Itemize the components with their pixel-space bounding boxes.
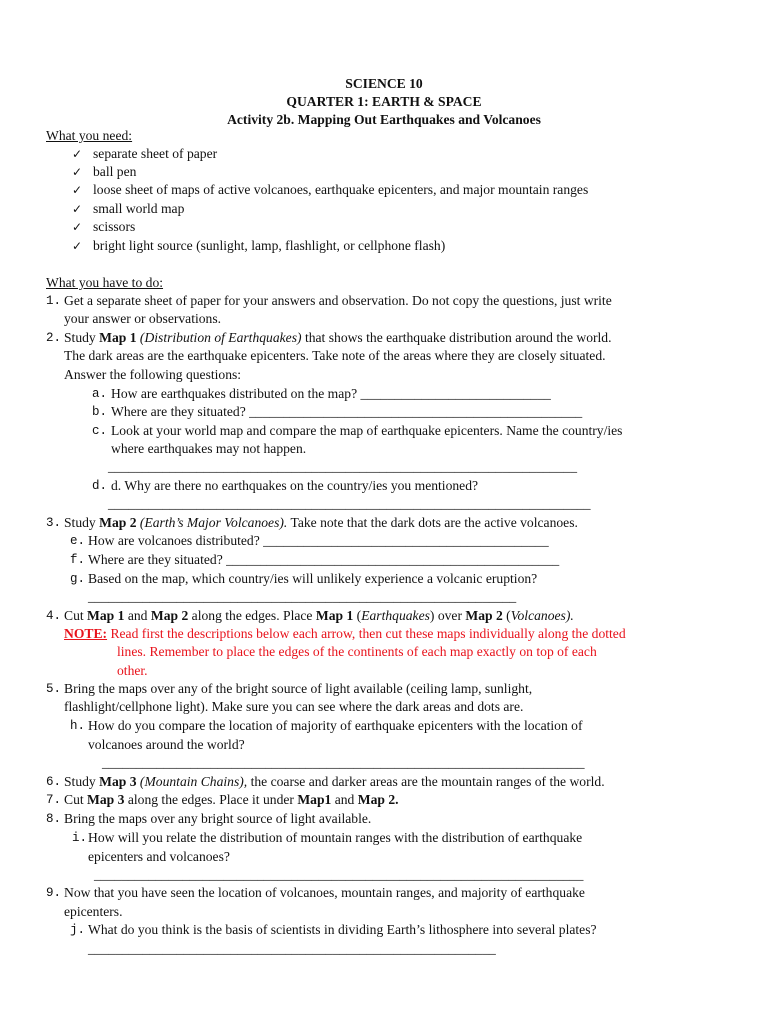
need-item-text: small world map: [93, 201, 185, 216]
need-item-text: loose sheet of maps of active volcanoes, earthquake epicenters, and major mountain ranges: [93, 182, 589, 197]
question-letter: c.: [92, 424, 108, 438]
step-number: 4.: [46, 609, 62, 623]
question-i: How will you relate the distribution of mountain ranges with the distribution of earthquake: [88, 830, 583, 845]
step-1-continuation: your answer or observations.: [64, 311, 222, 326]
checkmark-icon: ✓: [72, 202, 83, 216]
quarter-title: QUARTER 1: EARTH & SPACE: [286, 94, 482, 109]
checkmark-icon: ✓: [72, 183, 83, 197]
question-letter: j.: [70, 923, 86, 937]
step-number: 5.: [46, 682, 62, 696]
step-number: 3.: [46, 516, 62, 530]
step-5-text: Bring the maps over any of the bright source of light available (ceiling lamp, sunlight,: [64, 681, 533, 696]
answer-line: _______________________________________________________________: [88, 589, 517, 604]
step-8-text: Bring the maps over any bright source of light available.: [64, 811, 372, 826]
question-g: Based on the map, which country/ies will unlikely experience a volcanic eruption?: [88, 571, 538, 586]
question-e: How are volcanoes distributed? __________________________________________: [88, 533, 549, 548]
question-f: Where are they situated? _________________________________________________: [88, 552, 560, 567]
step-number: 1.: [46, 294, 62, 308]
todo-heading: What you have to do:: [46, 275, 164, 290]
answer-line: _______________________________________________________________________: [108, 496, 591, 511]
course-title: SCIENCE 10: [345, 76, 423, 91]
question-letter: e.: [70, 534, 86, 548]
step-2-line-3: Answer the following questions:: [64, 367, 242, 382]
question-letter: i.: [72, 831, 88, 845]
question-i-line-2: epicenters and volcanoes?: [88, 849, 230, 864]
checkmark-icon: ✓: [72, 165, 83, 179]
step-number: 8.: [46, 812, 62, 826]
question-letter: b.: [92, 405, 108, 419]
question-letter: a.: [92, 387, 108, 401]
step-7-text: Cut Map 3 along the edges. Place it under Map1 and Map 2.: [64, 792, 399, 807]
step-1-text: Get a separate sheet of paper for your answers and observation. Do not copy the questions, just write: [64, 293, 612, 308]
question-b: Where are they situated? _________________________________________________: [111, 404, 583, 419]
step-5-line-2: flashlight/cellphone light). Make sure you can see where the dark areas and dots are.: [64, 699, 524, 714]
answer-line: _______________________________________________________________________: [102, 755, 585, 770]
question-a: How are earthquakes distributed on the map? ____________________________: [111, 386, 551, 401]
step-4-text: Cut Map 1 and Map 2 along the edges. Place Map 1 (Earthquakes) over Map 2 (Volcanoes).: [64, 608, 574, 623]
question-letter: h.: [70, 719, 86, 733]
question-letter: d.: [92, 479, 108, 493]
checkmark-icon: ✓: [72, 239, 83, 253]
step-3-text: Study Map 2 (Earth’s Major Volcanoes). Take note that the dark dots are the active volcanoes.: [64, 515, 578, 530]
question-letter: g.: [70, 572, 86, 586]
checkmark-icon: ✓: [72, 147, 83, 161]
question-letter: f.: [70, 553, 86, 567]
note: NOTE: Read first the descriptions below each arrow, then cut these maps individually along the dotted: [64, 626, 626, 641]
answer-line: _____________________________________________________________________: [108, 459, 577, 474]
activity-title: Activity 2b. Mapping Out Earthquakes and Volcanoes: [227, 112, 541, 127]
answer-line: ________________________________________________________________________: [94, 867, 584, 882]
question-h-line-2: volcanoes around the world?: [88, 737, 245, 752]
step-number: 6.: [46, 775, 62, 789]
question-h: How do you compare the location of majority of earthquake epicenters with the location of: [88, 718, 583, 733]
checkmark-icon: ✓: [72, 220, 83, 234]
step-number: 9.: [46, 886, 62, 900]
note-line-3: other.: [117, 663, 148, 678]
need-item-text: scissors: [93, 219, 136, 234]
step-9-text: Now that you have seen the location of volcanoes, mountain ranges, and majority of earthquake: [64, 885, 585, 900]
step-number: 2.: [46, 331, 62, 345]
need-item-text: ball pen: [93, 164, 137, 179]
answer-line: ____________________________________________________________: [88, 941, 496, 956]
question-d: d. Why are there no earthquakes on the country/ies you mentioned?: [111, 478, 479, 493]
question-c: Look at your world map and compare the map of earthquake epicenters. Name the country/ies: [111, 423, 623, 438]
step-2-line-2: The dark areas are the earthquake epicenters. Take note of the areas where they are closely situated.: [64, 348, 606, 363]
step-6-text: Study Map 3 (Mountain Chains), the coarse and darker areas are the mountain ranges of the world.: [64, 774, 605, 789]
note-line-2: lines. Remember to place the edges of the continents of each map exactly on top of each: [117, 644, 597, 659]
need-item-text: bright light source (sunlight, lamp, flashlight, or cellphone flash): [93, 238, 446, 253]
need-item-text: separate sheet of paper: [93, 146, 218, 161]
step-number: 7.: [46, 793, 62, 807]
question-c-line-2: where earthquakes may not happen.: [111, 441, 307, 456]
step-9-line-2: epicenters.: [64, 904, 123, 919]
need-heading: What you need:: [46, 128, 133, 143]
question-j: What do you think is the basis of scientists in dividing Earth’s lithosphere into several plates?: [88, 922, 597, 937]
step-2-text: Study Map 1 (Distribution of Earthquakes) that shows the earthquake distribution around the world.: [64, 330, 612, 345]
